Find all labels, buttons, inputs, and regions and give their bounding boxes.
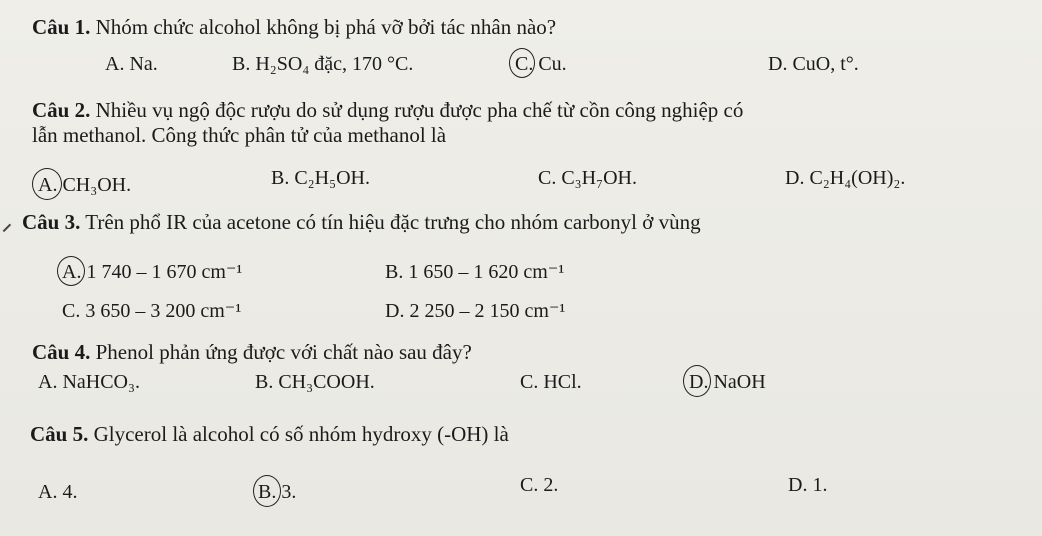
q2-option-c: C. C₃H₇OH. — [538, 167, 637, 189]
q2-option-d: D. C₂H₄(OH)₂. — [785, 167, 906, 189]
q1-option-a: A. Na. — [105, 53, 158, 75]
q5-option-b: B. 3. — [258, 481, 297, 503]
q2-option-b: B. C₂H₅OH. — [271, 167, 370, 189]
question-1-text: Nhóm chức alcohol không bị phá vỡ bởi tác nhân nào? — [95, 15, 557, 39]
q4-option-b: B. CH₃COOH. — [255, 371, 375, 393]
q4-option-c: C. HCl. — [520, 371, 582, 393]
q1-option-b — [232, 54, 413, 74]
question-4-text: Phenol phản ứng được với chất nào sau đây? — [95, 340, 472, 364]
q5-option-d: D. 1. — [788, 474, 828, 496]
answer-circle-q1 — [509, 48, 535, 78]
question-2 — [32, 100, 743, 121]
question-5-text: Glycerol là alcohol có số nhóm hydroxy (-OH) là — [93, 422, 509, 446]
q4-option-a: A. NaHCO₃. — [38, 371, 140, 393]
question-4-label: Câu 4. — [32, 340, 91, 364]
pen-mark — [3, 224, 16, 237]
q1-option-c: C. Cu. — [515, 53, 567, 75]
question-1 — [32, 17, 556, 38]
q1-option-b-text: H₂SO₄ đặc, 170 °C. — [255, 53, 414, 75]
q3-option-d: D. 2 250 – 2 150 cm⁻¹ — [385, 300, 566, 322]
q3-option-a: A. 1 740 – 1 670 cm⁻¹ — [62, 261, 243, 283]
question-5-label: Câu 5. — [30, 422, 89, 446]
q1-option-d: D. CuO, t°. — [768, 53, 859, 75]
question-2-line2: lẫn methanol. Công thức phân tử của methanol là — [32, 123, 447, 147]
q1-option-b-prefix: B. — [232, 53, 251, 75]
q3-option-b: B. 1 650 – 1 620 cm⁻¹ — [385, 261, 565, 283]
answer-circle-q4 — [683, 365, 711, 397]
q5-option-c: C. 2. — [520, 474, 559, 496]
question-2-label: Câu 2. — [32, 98, 91, 122]
question-3-text: Trên phổ IR của acetone có tín hiệu đặc trưng cho nhóm carbonyl ở vùng — [85, 210, 701, 234]
q5-option-a: A. 4. — [38, 481, 78, 503]
q4-option-d: D. NaOH — [689, 371, 766, 393]
answer-circle-q3 — [57, 256, 85, 286]
question-3-label: Câu 3. — [22, 210, 81, 234]
question-4 — [32, 342, 472, 363]
question-2-line1: Nhiều vụ ngộ độc rượu do sử dụng rượu được pha chế từ cồn công nghiệp có — [95, 98, 744, 122]
question-5 — [30, 424, 509, 445]
question-1-label: Câu 1. — [32, 15, 91, 39]
answer-circle-q2 — [32, 168, 62, 200]
question-3 — [22, 212, 701, 233]
q2-option-a: A. CH₃OH. — [38, 174, 132, 196]
answer-circle-q5 — [253, 475, 281, 507]
q3-option-c: C. 3 650 – 3 200 cm⁻¹ — [62, 300, 242, 322]
